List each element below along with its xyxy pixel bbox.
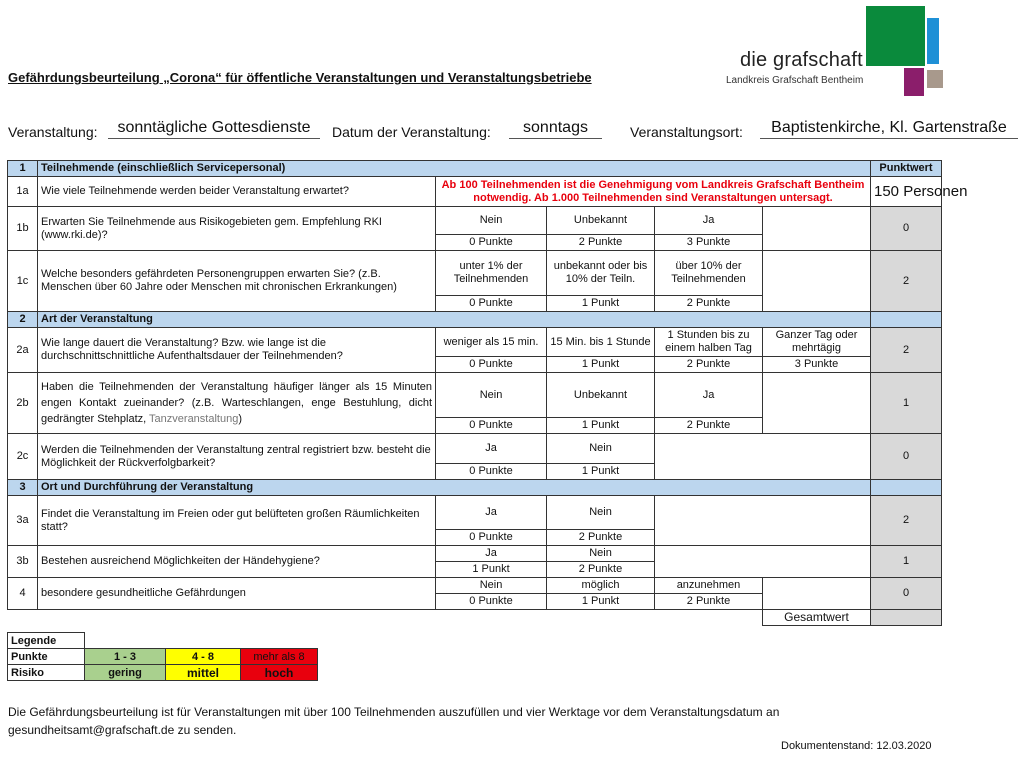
logo (720, 4, 945, 99)
section-score-spacer (871, 480, 942, 496)
option-cell: Ja (436, 496, 547, 530)
legend-risk-row (8, 665, 318, 681)
veranstaltung-field[interactable]: sonntägliche Gottesdienste (108, 118, 320, 139)
legend-risk-mid: mittel (166, 665, 241, 681)
legend-spacer (85, 633, 318, 649)
row-2a (8, 328, 942, 357)
points-cell: 1 Punkt (547, 594, 655, 610)
option-cell: Ja (655, 373, 763, 418)
page-title: Gefährdungsbeurteilung „Corona“ für öffentliche Veranstaltungen und Veranstaltungsbetriebe (8, 70, 592, 85)
row-3a (8, 496, 942, 530)
empty-cell (763, 578, 871, 610)
question-end: ) (238, 413, 242, 425)
empty-cell (763, 207, 871, 251)
datum-label: Datum der Veranstaltung: (332, 124, 491, 140)
points-cell: 0 Punkte (436, 530, 547, 546)
legend-points-row (8, 649, 318, 665)
option-cell: 1 Stunden bis zu einem halben Tag (655, 328, 763, 357)
score-field[interactable]: 2 (871, 328, 942, 373)
score-header: Punktwert (871, 161, 942, 177)
row-number: 1a (8, 177, 38, 207)
option-cell: Nein (436, 207, 547, 235)
points-cell: 2 Punkte (547, 530, 655, 546)
ort-field[interactable]: Baptistenkirche, Kl. Gartenstraße (760, 118, 1018, 139)
document-date: Dokumentenstand: 12.03.2020 (781, 740, 932, 752)
points-cell: 2 Punkte (655, 296, 763, 312)
option-cell: Ja (436, 546, 547, 562)
score-field[interactable]: 1 (871, 546, 942, 578)
row-4 (8, 578, 942, 594)
row-3b (8, 546, 942, 562)
points-cell: 0 Punkte (436, 357, 547, 373)
points-cell: 3 Punkte (763, 357, 871, 373)
question-main: Haben die Teilnehmenden der Veranstaltung häufiger länger als 15 Minuten engen Kontakt zueinander? (z.B. Warteschlangen, enge Bestuhlung, dicht gedrängter Stehplatz, (41, 381, 432, 425)
question-text (38, 373, 436, 434)
option-cell: Nein (436, 373, 547, 418)
option-cell: Nein (547, 434, 655, 464)
section-number: 3 (8, 480, 38, 496)
logo-name: die grafschaft (740, 49, 863, 71)
legend-title: Legende (8, 633, 85, 649)
option-cell: Unbekannt (547, 373, 655, 418)
logo-green-square (866, 6, 925, 66)
points-cell: 0 Punkte (436, 296, 547, 312)
option-cell: Ja (655, 207, 763, 235)
points-cell: 1 Punkt (547, 418, 655, 434)
section-1-header (8, 161, 942, 177)
question-text: Erwarten Sie Teilnehmende aus Risikogebieten gem. Empfehlung RKI (www.rki.de)? (38, 207, 436, 251)
empty-cell (763, 373, 871, 434)
option-cell: möglich (547, 578, 655, 594)
option-cell: unter 1% der Teilnehmenden (436, 251, 547, 296)
legend-table (7, 632, 318, 681)
empty-cell (763, 251, 871, 312)
points-cell: 1 Punkt (547, 464, 655, 480)
points-cell: 2 Punkte (655, 357, 763, 373)
option-cell: Unbekannt (547, 207, 655, 235)
veranstaltung-label: Veranstaltung: (8, 124, 98, 140)
question-text: Werden die Teilnehmenden der Veranstaltung zentral registriert bzw. besteht die Möglichkeit der Rückverfolgbarkeit? (38, 434, 436, 480)
score-field[interactable]: 0 (871, 578, 942, 610)
empty-cell (655, 546, 871, 578)
row-number: 1c (8, 251, 38, 312)
section-3-header (8, 480, 942, 496)
total-field[interactable] (871, 610, 942, 626)
total-row (8, 610, 942, 626)
section-title: Teilnehmende (einschließlich Servicepersonal) (38, 161, 871, 177)
option-cell: weniger als 15 min. (436, 328, 547, 357)
row-1a (8, 177, 942, 207)
score-field[interactable]: 0 (871, 434, 942, 480)
row-number: 4 (8, 578, 38, 610)
legend-risk-low: gering (85, 665, 166, 681)
section-2-header (8, 312, 942, 328)
ort-label: Veranstaltungsort: (630, 124, 743, 140)
option-cell: Ja (436, 434, 547, 464)
option-cell: über 10% der Teilnehmenden (655, 251, 763, 296)
points-cell: 0 Punkte (436, 464, 547, 480)
question-text: Bestehen ausreichend Möglichkeiten der Händehygiene? (38, 546, 436, 578)
section-title: Art der Veranstaltung (38, 312, 871, 328)
section-number: 2 (8, 312, 38, 328)
section-number: 1 (8, 161, 38, 177)
row-2c (8, 434, 942, 464)
option-cell: Nein (436, 578, 547, 594)
option-cell: Nein (547, 496, 655, 530)
points-cell: 3 Punkte (655, 235, 763, 251)
question-tail: Tanzveranstaltung (149, 413, 239, 425)
option-cell: 15 Min. bis 1 Stunde (547, 328, 655, 357)
row-number: 3b (8, 546, 38, 578)
points-cell: 1 Punkt (436, 562, 547, 578)
points-cell: 0 Punkte (436, 235, 547, 251)
points-cell: 1 Punkt (547, 357, 655, 373)
section-title: Ort und Durchführung der Veranstaltung (38, 480, 871, 496)
question-text: Wie lange dauert die Veranstaltung? Bzw. wie lange ist die durchschnittschnittliche Aufenthaltsdauer der Teilnehmenden? (38, 328, 436, 373)
row-number: 2c (8, 434, 38, 480)
score-field[interactable]: 1 (871, 373, 942, 434)
points-cell: 2 Punkte (655, 418, 763, 434)
question-text: besondere gesundheitliche Gefährdungen (38, 578, 436, 610)
row-number: 1b (8, 207, 38, 251)
row-number: 3a (8, 496, 38, 546)
legend-points-high: mehr als 8 (241, 649, 318, 665)
option-cell: anzunehmen (655, 578, 763, 594)
score-field[interactable]: 2 (871, 496, 942, 546)
logo-blue-bar (927, 18, 939, 64)
legend-risk-high: hoch (241, 665, 318, 681)
option-cell: Nein (547, 546, 655, 562)
row-number: 2a (8, 328, 38, 373)
section-score-spacer (871, 312, 942, 328)
option-cell: unbekannt oder bis 10% der Teiln. (547, 251, 655, 296)
legend-points-label: Punkte (8, 649, 85, 665)
blank-space (8, 610, 763, 626)
logo-taupe-square (927, 70, 943, 88)
warning-text: Ab 100 Teilnehmenden ist die Genehmigung vom Landkreis Grafschaft Bentheim notwendig. Ab 1.000 Teilnehmenden sind Veranstaltungen untersagt. (436, 177, 871, 207)
score-field[interactable]: 0 (871, 207, 942, 251)
footer-note: Die Gefährdungsbeurteilung ist für Veranstaltungen mit über 100 Teilnehmenden auszufüllen und vier Werktage vor dem Veranstaltungsdatum an gesundheitsamt@grafschaft.de zu senden. (8, 705, 780, 737)
legend-risk-label: Risiko (8, 665, 85, 681)
question-text: Wie viele Teilnehmende werden beider Veranstaltung erwartet? (38, 177, 436, 207)
score-field[interactable]: 2 (871, 251, 942, 312)
total-label: Gesamtwert (763, 610, 871, 626)
option-cell: Ganzer Tag oder mehrtägig (763, 328, 871, 357)
points-cell: 1 Punkt (547, 296, 655, 312)
points-cell: 2 Punkte (547, 562, 655, 578)
legend-points-low: 1 - 3 (85, 649, 166, 665)
empty-cell (655, 434, 871, 480)
datum-field[interactable]: sonntags (509, 118, 602, 139)
logo-subtitle: Landkreis Grafschaft Bentheim (726, 75, 864, 86)
row-1c (8, 251, 942, 296)
row-number: 2b (8, 373, 38, 434)
points-cell: 0 Punkte (436, 418, 547, 434)
legend-header-row (8, 633, 318, 649)
row-1b (8, 207, 942, 235)
risk-assessment-table (7, 160, 968, 626)
points-cell: 2 Punkte (547, 235, 655, 251)
points-cell: 0 Punkte (436, 594, 547, 610)
empty-cell (655, 496, 871, 546)
score-field[interactable]: 150 Personen (871, 177, 942, 207)
legend-points-mid: 4 - 8 (166, 649, 241, 665)
question-text: Welche besonders gefährdeten Personengruppen erwarten Sie? (z.B. Menschen über 60 Jahre oder Menschen mit chronischen Erkrankungen) (38, 251, 436, 312)
logo-purple-square (904, 68, 924, 96)
points-cell: 2 Punkte (655, 594, 763, 610)
row-2b (8, 373, 942, 418)
question-text: Findet die Veranstaltung im Freien oder gut belüfteten großen Räumlichkeiten statt? (38, 496, 436, 546)
